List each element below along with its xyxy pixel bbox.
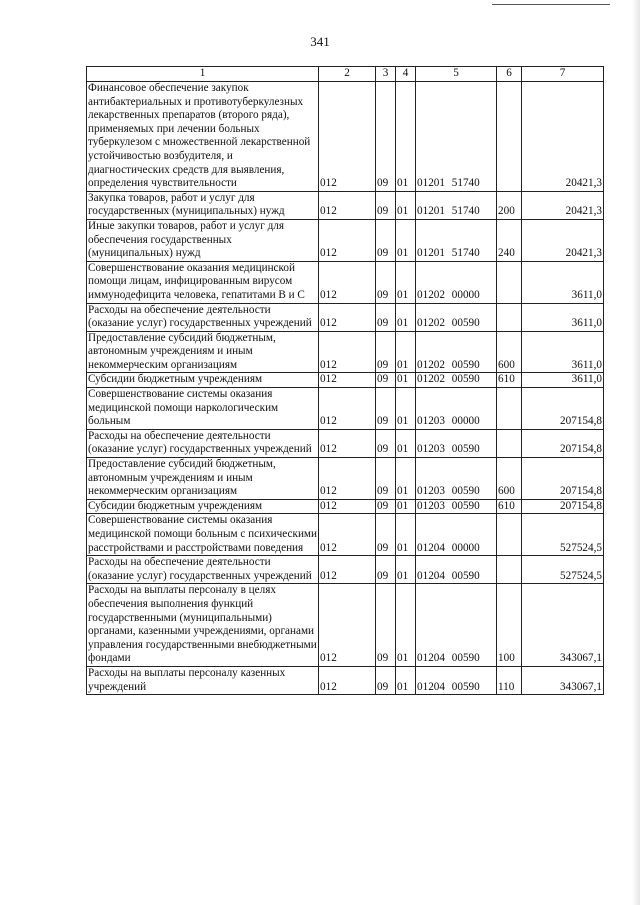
amount: 3611,0 xyxy=(522,373,604,388)
expense-name: Субсидии бюджетным учреждениям xyxy=(87,373,319,388)
amount: 527524,5 xyxy=(522,556,604,584)
expense-type-code xyxy=(497,388,522,430)
grbs-code: 012 xyxy=(319,331,376,373)
subsection-code: 01 xyxy=(396,191,416,219)
target-article-code: 01201 51740 xyxy=(416,82,497,192)
section-code: 09 xyxy=(376,331,396,373)
target-article-code: 01204 00590 xyxy=(416,556,497,584)
expense-name: Расходы на обеспечение деятельности (оказание услуг) государственных учреждений xyxy=(87,303,319,331)
table-row xyxy=(87,429,604,457)
section-code: 09 xyxy=(376,303,396,331)
table-row xyxy=(87,458,604,500)
section-code: 09 xyxy=(376,261,396,303)
amount: 207154,8 xyxy=(522,388,604,430)
target-article-code: 01204 00000 xyxy=(416,514,497,556)
subsection-code: 01 xyxy=(396,331,416,373)
table-row xyxy=(87,219,604,261)
expense-type-code xyxy=(497,303,522,331)
expense-name: Расходы на обеспечение деятельности (оказание услуг) государственных учреждений xyxy=(87,556,319,584)
col-header: 1 xyxy=(87,67,319,82)
section-code: 09 xyxy=(376,429,396,457)
col-header: 5 xyxy=(416,67,497,82)
grbs-code: 012 xyxy=(319,458,376,500)
table-row xyxy=(87,514,604,556)
section-code: 09 xyxy=(376,191,396,219)
target-article-code: 01203 00590 xyxy=(416,499,497,514)
expense-name: Финансовое обеспечение закупок антибактериальных и противотуберкулезных лекарственных препаратов (второго ряда), применяемых при лечении больных туберкулезом с множественной лекарственной устойчивостью возбудителя, и диагностических средств для выявления, определения чувствительности xyxy=(87,82,319,192)
subsection-code: 01 xyxy=(396,458,416,500)
grbs-code: 012 xyxy=(319,514,376,556)
subsection-code: 01 xyxy=(396,429,416,457)
expense-type-code xyxy=(497,261,522,303)
expense-name: Совершенствование оказания медицинской помощи лицам, инфицированным вирусом иммунодефицита человека, гепатитами В и С xyxy=(87,261,319,303)
table-row xyxy=(87,499,604,514)
top-rule xyxy=(492,4,610,5)
col-header: 3 xyxy=(376,67,396,82)
target-article-code: 01203 00000 xyxy=(416,388,497,430)
amount: 20421,3 xyxy=(522,219,604,261)
subsection-code: 01 xyxy=(396,261,416,303)
grbs-code: 012 xyxy=(319,219,376,261)
target-article-code: 01201 51740 xyxy=(416,219,497,261)
grbs-code: 012 xyxy=(319,499,376,514)
grbs-code: 012 xyxy=(319,556,376,584)
scan-edge xyxy=(632,0,640,905)
amount: 343067,1 xyxy=(522,666,604,694)
target-article-code: 01204 00590 xyxy=(416,584,497,667)
amount: 207154,8 xyxy=(522,458,604,500)
grbs-code: 012 xyxy=(319,261,376,303)
amount: 527524,5 xyxy=(522,514,604,556)
expense-type-code: 610 xyxy=(497,499,522,514)
target-article-code: 01202 00590 xyxy=(416,331,497,373)
expense-type-code: 200 xyxy=(497,191,522,219)
subsection-code: 01 xyxy=(396,82,416,192)
expense-name: Расходы на выплаты персоналу в целях обеспечения выполнения функций государственными (муниципальными) органами, казенными учреждениями, органами управления государственными внебюджетными фондами xyxy=(87,584,319,667)
header-row xyxy=(87,67,604,82)
expense-name: Закупка товаров, работ и услуг для государственных (муниципальных) нужд xyxy=(87,191,319,219)
section-code: 09 xyxy=(376,556,396,584)
expense-type-code xyxy=(497,514,522,556)
expense-name: Совершенствование системы оказания медицинской помощи больным с психическими расстройствами и расстройствами поведения xyxy=(87,514,319,556)
table-row xyxy=(87,373,604,388)
table-row xyxy=(87,584,604,667)
subsection-code: 01 xyxy=(396,373,416,388)
table-row xyxy=(87,82,604,192)
expense-name: Предоставление субсидий бюджетным, автономным учреждениям и иным некоммерческим организациям xyxy=(87,331,319,373)
budget-table xyxy=(86,66,604,695)
col-header: 6 xyxy=(497,67,522,82)
expense-name: Субсидии бюджетным учреждениям xyxy=(87,499,319,514)
subsection-code: 01 xyxy=(396,219,416,261)
target-article-code: 01203 00590 xyxy=(416,458,497,500)
table-row xyxy=(87,331,604,373)
section-code: 09 xyxy=(376,388,396,430)
subsection-code: 01 xyxy=(396,556,416,584)
subsection-code: 01 xyxy=(396,303,416,331)
grbs-code: 012 xyxy=(319,191,376,219)
amount: 20421,3 xyxy=(522,82,604,192)
grbs-code: 012 xyxy=(319,82,376,192)
subsection-code: 01 xyxy=(396,584,416,667)
expense-name: Иные закупки товаров, работ и услуг для обеспечения государственных (муниципальных) нужд xyxy=(87,219,319,261)
target-article-code: 01202 00590 xyxy=(416,373,497,388)
amount: 207154,8 xyxy=(522,499,604,514)
expense-name: Совершенствование системы оказания медицинской помощи наркологическим больным xyxy=(87,388,319,430)
expense-type-code: 100 xyxy=(497,584,522,667)
target-article-code: 01201 51740 xyxy=(416,191,497,219)
section-code: 09 xyxy=(376,499,396,514)
expense-type-code xyxy=(497,429,522,457)
grbs-code: 012 xyxy=(319,584,376,667)
subsection-code: 01 xyxy=(396,499,416,514)
col-header: 2 xyxy=(319,67,376,82)
table-row xyxy=(87,303,604,331)
table-row xyxy=(87,556,604,584)
grbs-code: 012 xyxy=(319,388,376,430)
section-code: 09 xyxy=(376,373,396,388)
subsection-code: 01 xyxy=(396,666,416,694)
expense-name: Расходы на выплаты персоналу казенных учреждений xyxy=(87,666,319,694)
expense-type-code: 110 xyxy=(497,666,522,694)
amount: 3611,0 xyxy=(522,303,604,331)
table-row xyxy=(87,666,604,694)
table-row xyxy=(87,261,604,303)
grbs-code: 012 xyxy=(319,373,376,388)
subsection-code: 01 xyxy=(396,514,416,556)
col-header: 4 xyxy=(396,67,416,82)
target-article-code: 01204 00590 xyxy=(416,666,497,694)
grbs-code: 012 xyxy=(319,666,376,694)
subsection-code: 01 xyxy=(396,388,416,430)
amount: 3611,0 xyxy=(522,331,604,373)
expense-type-code: 600 xyxy=(497,331,522,373)
expense-type-code: 240 xyxy=(497,219,522,261)
grbs-code: 012 xyxy=(319,429,376,457)
expense-name: Предоставление субсидий бюджетным, автономным учреждениям и иным некоммерческим организациям xyxy=(87,458,319,500)
section-code: 09 xyxy=(376,584,396,667)
table-row xyxy=(87,388,604,430)
table-body xyxy=(87,82,604,695)
section-code: 09 xyxy=(376,219,396,261)
section-code: 09 xyxy=(376,458,396,500)
expense-type-code: 600 xyxy=(497,458,522,500)
amount: 343067,1 xyxy=(522,584,604,667)
expense-name: Расходы на обеспечение деятельности (оказание услуг) государственных учреждений xyxy=(87,429,319,457)
target-article-code: 01202 00000 xyxy=(416,261,497,303)
target-article-code: 01203 00590 xyxy=(416,429,497,457)
table-row xyxy=(87,191,604,219)
section-code: 09 xyxy=(376,514,396,556)
expense-type-code: 610 xyxy=(497,373,522,388)
amount: 3611,0 xyxy=(522,261,604,303)
section-code: 09 xyxy=(376,82,396,192)
amount: 207154,8 xyxy=(522,429,604,457)
col-header: 7 xyxy=(522,67,604,82)
grbs-code: 012 xyxy=(319,303,376,331)
expense-type-code xyxy=(497,556,522,584)
expense-type-code xyxy=(497,82,522,192)
amount: 20421,3 xyxy=(522,191,604,219)
page-number: 341 xyxy=(310,34,330,49)
target-article-code: 01202 00590 xyxy=(416,303,497,331)
section-code: 09 xyxy=(376,666,396,694)
